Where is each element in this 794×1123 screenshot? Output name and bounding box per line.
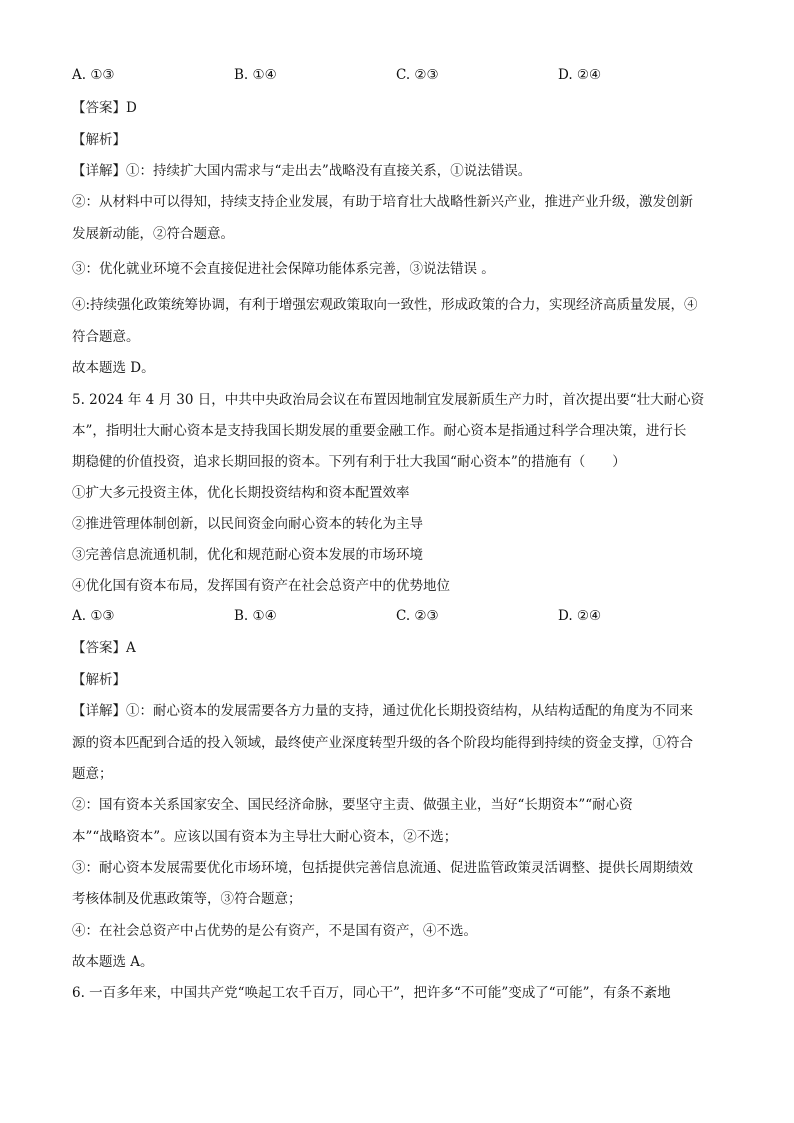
q5-analysis-line: ②：国有资本关系国家安全、国民经济命脉，要坚守主责、做强主业，当好“长期资本”“耐心资 <box>72 797 633 813</box>
q5-statement-4: ④优化国有资本布局，发挥国有资产在社会总资产中的优势地位 <box>72 578 450 594</box>
q4-options <box>72 66 732 84</box>
q5-conclusion: 故本题选 A。 <box>72 954 154 970</box>
q5-analysis-line: ③：耐心资本发展需要优化市场环境，包括提供完善信息流通、促进监管政策灵活调整、提供长周期绩效 <box>72 860 693 876</box>
q4-analysis-line: ④:持续强化政策统筹协调，有利于增强宏观政策取向一致性，形成政策的合力，实现经济高质量发展，④ <box>72 297 698 313</box>
q5-analysis-line: 本”“战略资本”。应该以国有资本为主导壮大耐心资本，②不选； <box>72 829 458 845</box>
q5-answer: 【答案】A <box>72 640 136 656</box>
q5-stem-line: 期稳健的价值投资，追求长期回报的资本。下列有利于壮大我国“耐心资本”的措施有（ ） <box>72 454 626 470</box>
q4-analysis-line: ②：从材料中可以得知，持续支持企业发展，有助于培育壮大战略性新兴产业，推进产业升级，激发创新 <box>72 194 693 210</box>
q5-analysis-line: ④：在社会总资产中占优势的是公有资产，不是国有资产，④不选。 <box>72 923 477 939</box>
q4-analysis-line: 【详解】①：持续扩大国内需求与“走出去”战略没有直接关系，①说法错误。 <box>72 163 532 179</box>
q4-option-a: A. ①③ <box>72 67 115 83</box>
q4-analysis-line: 发展新动能，②符合题意。 <box>72 226 234 242</box>
q5-analysis-line: 源的资本匹配到合适的投入领域，最终使产业深度转型升级的各个阶段均能得到持续的资金支撑，①符合 <box>72 735 693 751</box>
q5-analysis-line: 【详解】①：耐心资本的发展需要各方力量的支持，通过优化长期投资结构，从结构适配的角度为不同来 <box>72 703 693 719</box>
q5-statement-3: ③完善信息流通机制，优化和规范耐心资本发展的市场环境 <box>72 547 423 563</box>
q5-options <box>72 607 732 625</box>
q4-analysis-label: 【解析】 <box>72 132 126 148</box>
q4-answer: 【答案】D <box>72 100 137 116</box>
q5-analysis-line: 考核体制及优惠政策等，③符合题意； <box>72 891 302 907</box>
q5-option-b: B. ①④ <box>234 608 277 624</box>
q4-analysis-line: 符合题意。 <box>72 329 140 345</box>
q5-option-d: D. ②④ <box>558 608 602 624</box>
q4-option-c: C. ②③ <box>396 67 439 83</box>
q4-option-b: B. ①④ <box>234 67 277 83</box>
q5-option-c: C. ②③ <box>396 608 439 624</box>
q5-analysis-label: 【解析】 <box>72 672 126 688</box>
q5-option-a: A. ①③ <box>72 608 115 624</box>
q5-analysis-line: 题意； <box>72 766 113 782</box>
q6-stem-line: 6. 一百多年来，中国共产党“唤起工农千百万，同心干”，把许多“不可能”变成了“可能”，有条不紊地 <box>72 985 671 1001</box>
q5-stem-line: 5. 2024 年 4 月 30 日，中共中央政治局会议在布置因地制宜发展新质生产力时，首次提出要“壮大耐心资 <box>72 392 705 408</box>
q4-analysis-line: ③：优化就业环境不会直接促进社会保障功能体系完善，③说法错误 。 <box>72 261 495 277</box>
q4-option-d: D. ②④ <box>558 67 602 83</box>
q5-stem-line: 本”，指明壮大耐心资本是支持我国长期发展的重要金融工作。耐心资本是指通过科学合理决策，进行长 <box>72 423 687 439</box>
q5-statement-2: ②推进管理体制创新，以民间资金向耐心资本的转化为主导 <box>72 516 423 532</box>
q5-statement-1: ①扩大多元投资主体，优化长期投资结构和资本配置效率 <box>72 485 410 501</box>
q4-conclusion: 故本题选 D。 <box>72 360 155 376</box>
